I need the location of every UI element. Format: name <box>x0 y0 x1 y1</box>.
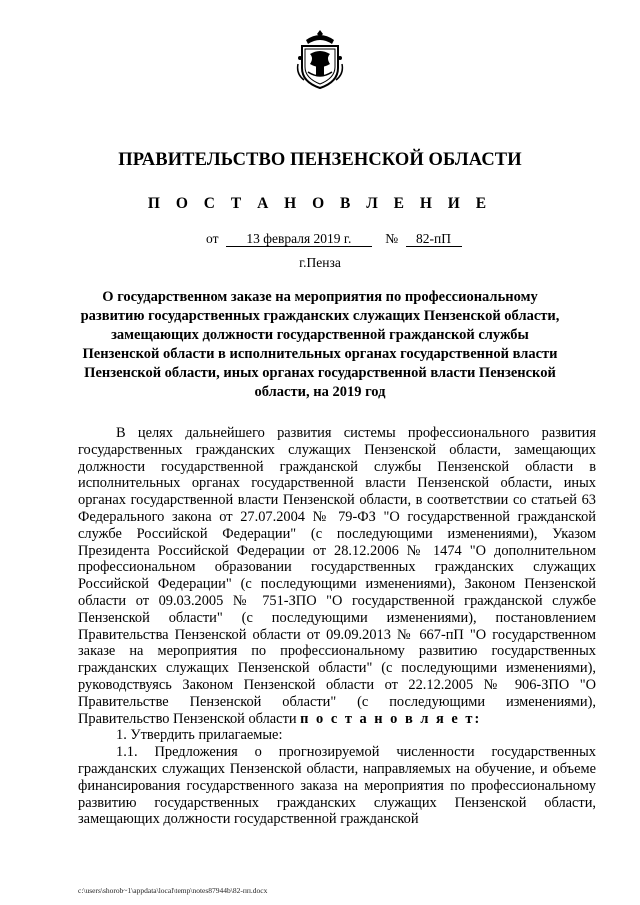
document-body <box>78 425 596 828</box>
document-number: 82-пП <box>406 232 462 247</box>
date-number-row <box>206 231 462 247</box>
resolves-text: п о с т а н о в л я е т: <box>300 710 482 727</box>
preamble-paragraph <box>78 425 596 727</box>
file-path: c:\users\shorob~1\appdata\local\temp\notes87944b\82-пп.docx <box>78 886 268 895</box>
city: г.Пенза <box>299 255 341 270</box>
item-1-1: 1.1. Предложения о прогнозируемой численности государственных гражданских служащих Пензенской области, направляемых на обучение, и объеме финансирования государственного заказа на мероприятия по профессиональному развитию государственных гражданских служащих Пензенской области, замещающих должности государственной гражданской <box>78 744 596 828</box>
number-label: № <box>385 231 399 246</box>
preamble-text: В целях дальнейшего развития системы профессионального развития государственных гражданских служащих Пензенской области, замещающих должности государственной гражданской службы Пензенской области в исполнительных органах государственной власти Пензенской области, иных органах государственной власти Пензенской области, в соответствии со статьей 63 Федерального закона от 27.07.2004 № 79-ФЗ "О государственной гражданской службе Российской Федерации" (с последующими изменениями), Указом Президента Российской Федерации от 28.12.2006 № 1474 "О дополнительном профессиональном образовании государственных гражданских служащих Российской Федерации" (с последующими изменениями), Законом Пензенской области от 09.03.2005 № 751-ЗПО "О государственной гражданской службе Пензенской области" (с последующими изменениями), постановлением Правительства Пензенской области от 09.09.2013 № 667-пП "О государственном заказе на мероприятия по профессиональному развитию государственных гражданских служащих Пензенской области" (с последующими изменениями), руководствуясь Законом Пензенской области от 22.12.2005 № 906-ЗПО "О Правительстве Пензенской области" (с последующими изменениями), Правительство Пензенской области <box>78 425 596 727</box>
document-subject: О государственном заказе на мероприятия по профессиональному развитию государственных гражданских служащих Пензенской области, замещающих должности государственной гражданской службы Пензенской области в исполнительных органах государственной власти Пензенской области, иных органах государственной власти Пензенской области, на 2019 год <box>80 289 560 400</box>
government-title: ПРАВИТЕЛЬСТВО ПЕНЗЕНСКОЙ ОБЛАСТИ <box>118 150 522 170</box>
item-1: 1. Утвердить прилагаемые: <box>116 727 283 744</box>
document-date: 13 февраля 2019 г. <box>226 232 372 247</box>
document-type: П О С Т А Н О В Л Е Н И Е <box>147 195 493 212</box>
coat-of-arms-icon <box>296 28 344 90</box>
date-prefix: от <box>206 231 219 246</box>
